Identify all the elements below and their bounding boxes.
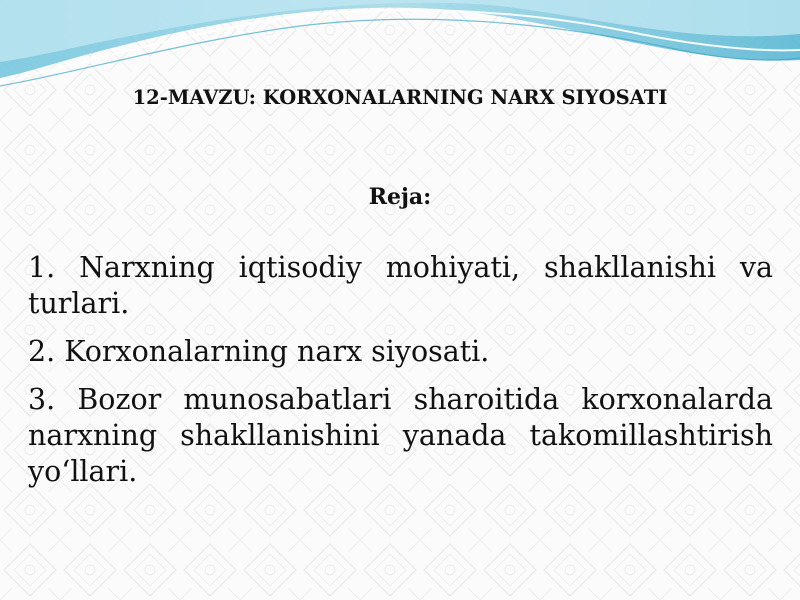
- list-item: 2. Korxonalarning narx siyosati.: [28, 335, 490, 368]
- header-wave: [0, 0, 800, 90]
- list-item: 3. Bozor munosabatlari sharoitida korxonalarda narxning shakllanishini yanada takomillashtirish yo‘llari.: [28, 383, 773, 488]
- slide-title: 12-MAVZU: KORXONALARNING NARX SIYOSATI: [132, 86, 668, 109]
- slide-subtitle: Reja:: [368, 184, 432, 210]
- plan-list: [28, 250, 773, 502]
- list-item: 1. Narxning iqtisodiy mohiyati, shakllanishi va turlari.: [28, 251, 773, 320]
